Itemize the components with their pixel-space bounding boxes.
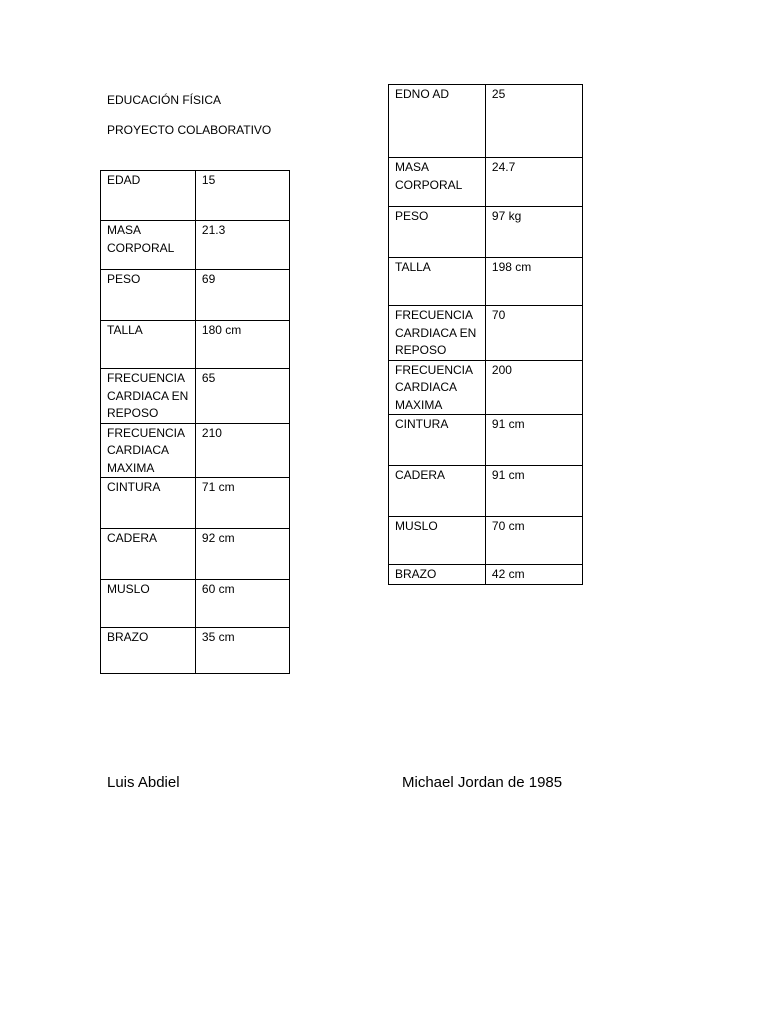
row-value: 25 [485,85,582,158]
row-label: PESO [101,270,196,321]
table-row [101,171,290,221]
table-row [101,423,290,478]
table-row [389,565,583,585]
stats-table-right [388,84,583,585]
row-value: 92 cm [195,529,289,580]
table-row [101,270,290,321]
row-value: 42 cm [485,565,582,585]
row-value: 210 [195,423,289,478]
row-value: 35 cm [195,628,289,674]
row-label: FRECUENCIA CARDIACA EN REPOSO [389,306,486,361]
row-value: 180 cm [195,321,289,369]
table-row [101,478,290,529]
row-label: BRAZO [389,565,486,585]
row-value: 200 [485,360,582,415]
row-label: CINTURA [101,478,196,529]
table-row [101,321,290,369]
table-row [101,628,290,674]
row-label: MASA CORPORAL [389,158,486,207]
table-row [101,580,290,628]
row-label: TALLA [101,321,196,369]
row-value: 71 cm [195,478,289,529]
row-value: 70 [485,306,582,361]
row-value: 198 cm [485,258,582,306]
row-value: 69 [195,270,289,321]
row-label: MASA CORPORAL [101,221,196,270]
row-label: PESO [389,207,486,258]
row-value: 70 cm [485,517,582,565]
table-row [389,207,583,258]
row-value: 21.3 [195,221,289,270]
table-row [389,306,583,361]
row-label: EDNO AD [389,85,486,158]
row-value: 15 [195,171,289,221]
table-row [389,258,583,306]
table-row [389,360,583,415]
row-label: CADERA [101,529,196,580]
row-label: BRAZO [101,628,196,674]
row-value: 91 cm [485,415,582,466]
row-value: 91 cm [485,466,582,517]
row-value: 97 kg [485,207,582,258]
row-label: MUSLO [389,517,486,565]
stats-table-left [100,170,290,674]
row-value: 65 [195,369,289,424]
row-label: FRECUENCIA CARDIACA MAXIMA [101,423,196,478]
row-value: 24.7 [485,158,582,207]
row-value: 60 cm [195,580,289,628]
table-row [101,529,290,580]
document-subtitle: PROYECTO COLABORATIVO [107,123,272,137]
row-label: TALLA [389,258,486,306]
row-label: EDAD [101,171,196,221]
table-row [101,369,290,424]
person-name-left: Luis Abdiel [107,774,180,791]
table-row [389,158,583,207]
document-title: EDUCACIÓN FÍSICA [107,93,222,107]
row-label: FRECUENCIA CARDIACA MAXIMA [389,360,486,415]
table-row [101,221,290,270]
table-row [389,85,583,158]
table-row [389,466,583,517]
row-label: FRECUENCIA CARDIACA EN REPOSO [101,369,196,424]
person-name-right: Michael Jordan de 1985 [402,774,563,791]
table-row [389,517,583,565]
row-label: MUSLO [101,580,196,628]
row-label: CINTURA [389,415,486,466]
table-row [389,415,583,466]
row-label: CADERA [389,466,486,517]
